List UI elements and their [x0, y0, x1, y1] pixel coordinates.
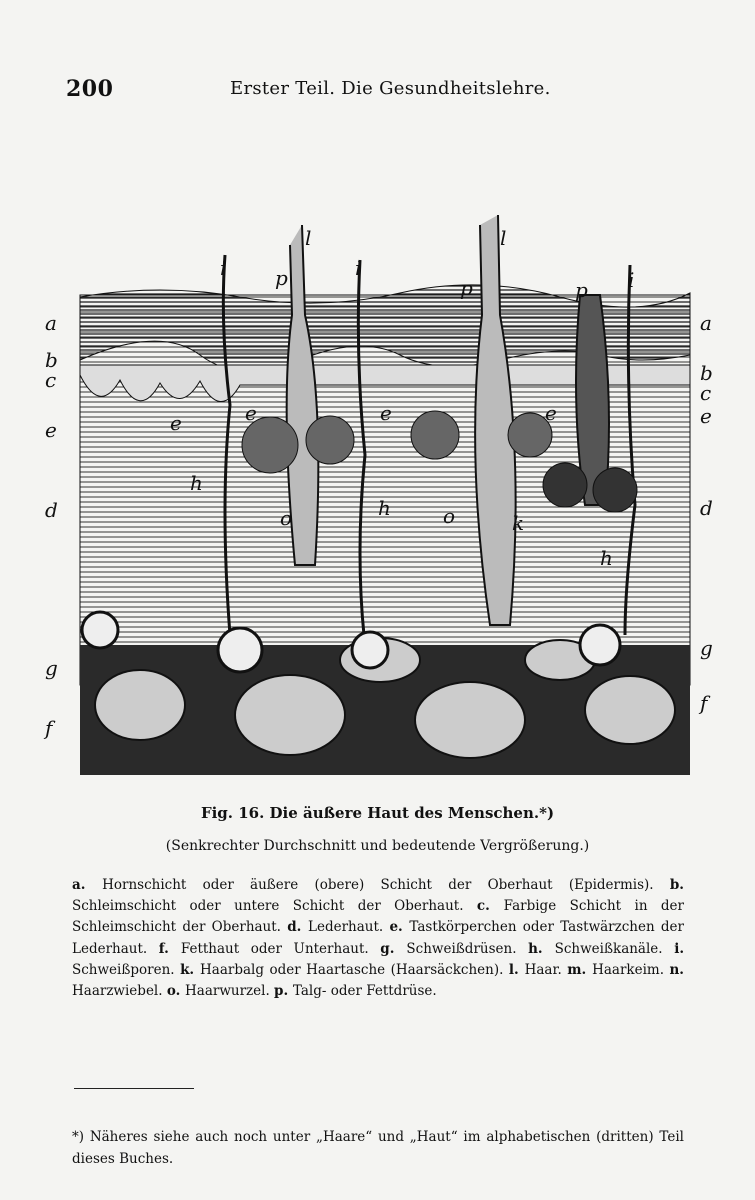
label-inner-e1: e [170, 411, 182, 435]
fat-lobule [585, 676, 675, 744]
fat-lobule [95, 670, 185, 740]
label-left-f: f [45, 716, 53, 740]
legend-text: Hornschicht oder äußere (obere) Schicht der Oberhaut (Epidermis). [102, 877, 670, 893]
label-top-i2: i [355, 256, 362, 280]
legend-key: a. [72, 877, 103, 893]
label-left-b: b [45, 348, 58, 372]
legend-key: l. [508, 961, 525, 978]
sebaceous-gland [543, 463, 587, 507]
legend-text: Lederhaut. [308, 919, 390, 936]
label-inner-h1: h [190, 471, 203, 495]
label-right-b: b [700, 361, 713, 385]
figure-caption-title: Fig. 16. Die äußere Haut des Menschen.*) [200, 804, 555, 822]
label-inner-e2: e [245, 401, 257, 425]
legend-key: f. [158, 940, 181, 957]
legend-key: o. [166, 983, 186, 1000]
figure-legend [72, 875, 684, 1002]
legend-key: m. [567, 961, 593, 978]
legend-text: Haarbalg oder Haartasche (Haarsäckchen). [200, 961, 509, 978]
label-right-c: c [700, 381, 712, 405]
label-right-g: g [700, 636, 713, 660]
label-left-d: d [45, 498, 58, 522]
running-title: Erster Teil. Die Gesundheitslehre. [230, 78, 551, 99]
sweat-gland [352, 632, 388, 668]
label-inner-k: k [512, 511, 525, 535]
legend-text: Talg- oder Fettdrüse. [292, 983, 437, 1000]
label-inner-h2: h [378, 496, 391, 520]
legend-key: e. [389, 919, 410, 936]
page-number: 200 [66, 76, 114, 102]
label-left-g: g [45, 656, 58, 680]
label-right-e: e [700, 404, 712, 428]
sebaceous-gland [242, 417, 298, 473]
figure-caption-subtitle: (Senkrechter Durchschnitt und bedeutende Vergrößerung.) [165, 838, 590, 854]
legend-text: Schweißkanäle. [554, 940, 675, 957]
legend-text: Schweißporen. [72, 961, 181, 978]
legend-text: Haar. [524, 961, 568, 978]
legend-text: Farbige Schicht in der Schleimschicht der Oberhaut. [72, 898, 684, 936]
label-top-p: p [275, 266, 288, 290]
label-right-a: a [700, 311, 712, 335]
label-inner-e3: e [380, 401, 392, 425]
fat-lobule [415, 682, 525, 758]
label-right-f: f [700, 691, 708, 715]
label-inner-h3: h [600, 546, 613, 570]
label-top-p2: p [460, 276, 473, 300]
sweat-gland [218, 628, 262, 672]
legend-key: d. [287, 919, 309, 936]
legend-key: k. [180, 961, 201, 978]
label-top-i: i [220, 256, 227, 280]
sebaceous-gland [306, 416, 354, 464]
sweat-gland [580, 625, 620, 665]
legend-text: Haarzwiebel. [72, 983, 167, 1000]
label-inner-e4: e [545, 401, 557, 425]
skin-cross-section-figure [40, 205, 730, 785]
label-inner-o2: o [443, 504, 456, 528]
label-top-l2: l [500, 226, 507, 250]
legend-text: Schweißdrüsen. [406, 940, 529, 957]
legend-key: b. [669, 877, 684, 893]
legend-key: p. [274, 983, 293, 1000]
legend-key: h. [528, 940, 555, 957]
legend-text: Tastkörperchen oder Tastwärzchen der Lederhaut. [72, 919, 685, 957]
footnote: *) Näheres siehe auch noch unter „Haare“ und „Haut“ im alphabetischen (dritten) Teil dieses Buches. [72, 1129, 684, 1167]
legend-key: i. [674, 940, 685, 957]
sweat-gland [82, 612, 118, 648]
legend-key: c. [476, 898, 504, 915]
label-left-a: a [45, 311, 57, 335]
label-inner-o1: o [280, 506, 293, 530]
legend-text: Schleimschicht oder untere Schicht der Oberhaut. [72, 898, 477, 915]
legend-text: Fetthaut oder Unterhaut. [180, 940, 381, 957]
label-top-p3: p [575, 278, 588, 302]
sebaceous-gland [593, 468, 637, 512]
legend-key: g. [380, 940, 407, 957]
fat-lobule [235, 675, 345, 755]
label-top-i3: i [628, 268, 635, 292]
legend-text: Haarkeim. [592, 961, 670, 978]
legend-text: Haarwurzel. [185, 983, 275, 1000]
footnote-divider [74, 1088, 194, 1089]
label-left-e: e [45, 418, 57, 442]
label-top-l: l [305, 226, 312, 250]
label-right-d: d [700, 496, 713, 520]
legend-key: n. [669, 961, 684, 978]
sebaceous-gland [411, 411, 459, 459]
label-left-c: c [45, 368, 57, 392]
